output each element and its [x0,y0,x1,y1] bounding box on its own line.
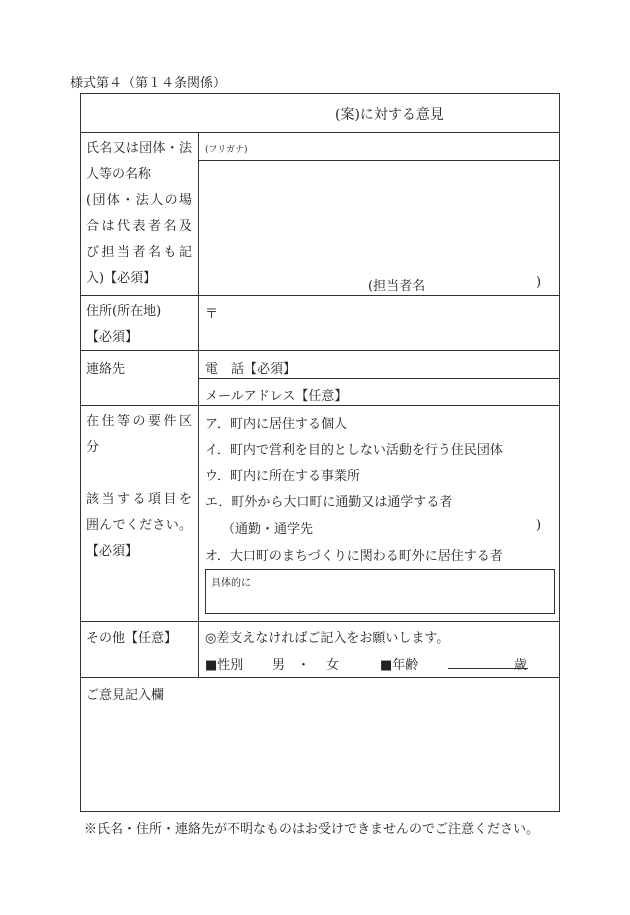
email-field[interactable] [350,381,555,403]
residence-label-line: 囲んでください。 [86,518,192,533]
name-label-line: 人等の名称 [86,167,152,182]
gender-male-option[interactable]: 男 [272,658,286,673]
footer-note: ※氏名・住所・連絡先が不明なものはお受けできませんのでご注意ください。 [84,822,540,837]
furigana-label: (フリガナ) [205,145,248,155]
residence-label-line: 分 [86,440,100,455]
form-title: (案)に対する意見 [335,107,444,123]
name-field[interactable] [202,163,557,271]
furigana-field[interactable] [260,136,555,158]
phone-field[interactable] [300,354,555,376]
detail-field[interactable] [205,569,555,614]
name-label [86,136,192,292]
row-divider [80,295,560,296]
address-label [86,299,192,351]
contact-person-label: (担当者名 [368,279,426,294]
other-label: その他【任意】 [86,631,178,646]
name-label-line: 合は代表者名及 [86,219,192,234]
address-field[interactable] [222,299,557,347]
age-unit: 歳 [514,658,528,673]
address-label-line: 住所(所在地) [86,304,162,319]
form-number: 様式第４（第１４条関係） [70,76,227,91]
row-divider [80,405,560,406]
name-label-line: 氏名又は団体・法 [86,141,192,156]
row-divider [80,132,560,133]
contact-person-close: ) [536,275,542,290]
residence-option-e[interactable]: エ．町外から大口町に通勤又は通学する者 [205,495,453,510]
opinion-label: ご意見記入欄 [86,688,165,703]
email-label: メールアドレス【任意】 [205,389,348,404]
residence-option-a[interactable]: ア．町内に居住する個人 [205,417,347,432]
residence-label-line: 【必須】 [86,544,139,559]
address-label-line: 【必須】 [86,330,139,345]
commute-destination-label: （通勤・通学先 [222,522,314,537]
residence-option-u[interactable]: ウ．町内に所在する事業所 [205,469,360,484]
name-label-line: び担当者名も記 [86,245,192,260]
name-label-line: 入)【必須】 [86,271,157,286]
age-field[interactable] [448,650,510,668]
detail-label: 具体的に [211,578,251,589]
column-divider [198,132,199,677]
residence-label-line: 在住等の要件区 [86,414,192,429]
row-divider [80,621,560,622]
residence-label-line: 該当する項目を [86,492,192,507]
residence-label-line [86,461,192,487]
commute-destination-close: ) [536,518,542,533]
contact-label: 連絡先 [86,362,126,377]
other-request-text: ◎差支えなければご記入をお願いします。 [205,631,450,646]
commute-destination-field[interactable] [330,515,530,535]
residence-option-i[interactable]: イ．町内で営利を目的としない活動を行う住民団体 [205,443,503,458]
gender-label: ■性別 [205,658,244,673]
row-divider [198,378,560,379]
row-divider [198,160,560,161]
residence-label [86,409,192,565]
postal-mark: 〒 [205,307,219,322]
age-label: ■年齢 [380,658,419,673]
residence-option-o[interactable]: オ．大口町のまちづくりに関わる町外に居住する者 [205,549,503,564]
gender-female-option[interactable]: 女 [326,658,340,673]
opinion-field[interactable] [84,705,556,808]
contact-person-field[interactable] [430,273,530,293]
gender-separator: ・ [297,658,311,673]
name-label-line: (団体・法人の場 [86,193,192,208]
row-divider [80,677,560,678]
phone-label: 電 話【必須】 [205,362,297,377]
